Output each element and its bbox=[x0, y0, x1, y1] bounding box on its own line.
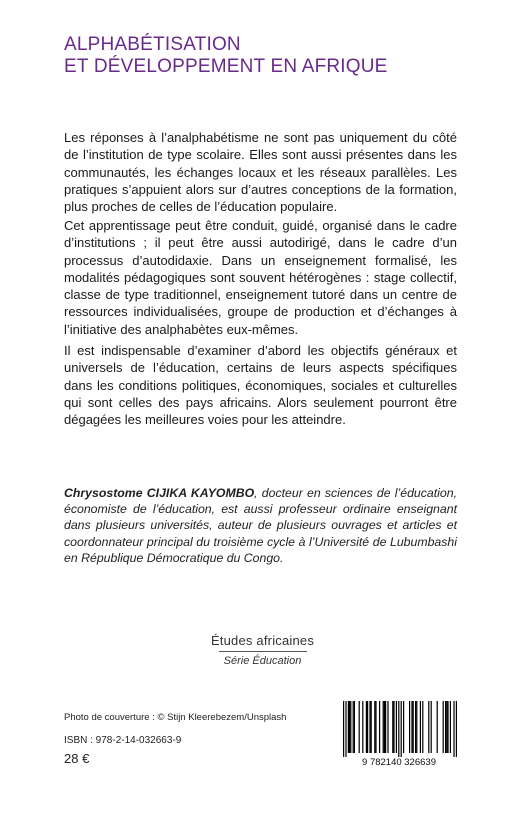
barcode-bar bbox=[415, 701, 416, 753]
barcode-bar bbox=[354, 701, 355, 753]
author-description: , docteur en sciences de l’éducation, économiste de l’éducation, est aussi professeur ordinaire enseignant dans plusieurs universités, auteur de plusieurs ouvrages et articles et coordonnateur principal du troisième cycle à l’Université de Lubumbashi en République Démocratique du Congo. bbox=[64, 486, 457, 565]
barcode-bar bbox=[413, 701, 414, 753]
barcode-bar bbox=[411, 701, 412, 753]
barcode-bar bbox=[428, 701, 429, 753]
barcode-bar bbox=[447, 701, 448, 753]
barcode-bar bbox=[384, 701, 385, 753]
barcode-bar bbox=[420, 701, 421, 753]
barcode-bar bbox=[443, 701, 444, 753]
barcode-bar bbox=[422, 701, 423, 753]
barcode-bar bbox=[367, 701, 368, 753]
barcode-bar bbox=[431, 701, 432, 753]
barcode-bar bbox=[371, 701, 372, 753]
barcode-bar bbox=[398, 701, 399, 757]
barcode-bar bbox=[353, 701, 354, 753]
blurb-paragraph-3: Il est indispensable d’examiner d’abord les objectifs généraux et universels de l’éducation, certains de leurs aspects spécifiques dans les conditions politiques, économiques, sociales et culturelles qui sont celles des pays africains. Alors seulement pourront être dégagées les meilleures voies pour les atteindre. bbox=[64, 343, 457, 428]
barcode-bar bbox=[396, 701, 397, 753]
title-line-1: ALPHABÉTISATION bbox=[64, 34, 241, 55]
barcode-bar bbox=[350, 701, 351, 753]
barcode-bar bbox=[437, 701, 438, 753]
barcode-bar bbox=[345, 701, 346, 757]
barcode-bar bbox=[456, 701, 457, 757]
author-name: Chrysostome CIJIKA KAYOMBO bbox=[64, 486, 255, 500]
barcode-bar bbox=[446, 701, 447, 753]
barcode-bar bbox=[453, 701, 454, 757]
barcode-bar bbox=[393, 701, 394, 753]
book-title bbox=[64, 34, 388, 78]
barcode-bar bbox=[401, 701, 402, 757]
barcode-bar bbox=[416, 701, 417, 753]
barcode-bar bbox=[369, 701, 370, 753]
blurb-paragraph-1: Les réponses à l’analphabétisme ne sont pas uniquement du côté de l’institution de type scolaire. Elles sont aussi présentes dans les communautés, les échanges locaux et les réseaux parallèles. Les pratiques s’appuient alors sur d’autres conceptions de la formation, plus proches de celles de l’éducation populaire. bbox=[64, 130, 457, 215]
barcode-bar bbox=[445, 701, 446, 753]
series-subtitle: Série Éducation bbox=[223, 655, 302, 667]
barcode-bar bbox=[374, 701, 375, 753]
blurb-paragraph-2: Cet apprentissage peut être conduit, guidé, organisé dans le cadre d’institutions ; il peut être aussi autodirigé, dans le cadre d’un processus d’autodidaxie. Dans un enseignement formalisé, les modalités pédagogiques sont souvent hétérogènes : stage collectif, classe de type traditionnel, enseignement tutoré dans un centre de ressources individualisées, groupe de production et d’échanges à l’initiative des analphabètes eux-mêmes. bbox=[64, 218, 457, 337]
barcode-bar bbox=[348, 701, 349, 753]
barcode-bar bbox=[375, 701, 376, 753]
barcode-bar bbox=[392, 701, 393, 753]
isbn: ISBN : 978-2-14-032663-9 bbox=[64, 735, 182, 746]
cover-photo-credit: Photo de couverture : © Stijn Kleerebezem/Unsplash bbox=[64, 712, 287, 723]
barcode-bar bbox=[450, 701, 451, 753]
price: 28 € bbox=[64, 751, 90, 766]
barcode-bar bbox=[379, 701, 380, 753]
barcode-bar bbox=[409, 701, 410, 753]
title-line-2: ET DÉVELOPPEMENT EN AFRIQUE bbox=[64, 56, 388, 77]
series-logo bbox=[0, 633, 525, 667]
barcode-bar bbox=[366, 701, 367, 753]
barcode-bar bbox=[387, 701, 388, 753]
barcode-bar bbox=[349, 701, 350, 753]
barcode-bar bbox=[403, 701, 404, 753]
barcode-bar bbox=[343, 701, 344, 757]
barcode bbox=[335, 699, 463, 767]
barcode-bar bbox=[359, 701, 360, 753]
barcode-bar bbox=[385, 701, 386, 753]
series-name: Études africaines bbox=[210, 633, 315, 648]
barcode-bar bbox=[362, 701, 363, 753]
barcode-digits: 9 782140 326639 bbox=[362, 757, 436, 767]
series-divider bbox=[219, 651, 307, 652]
barcode-bar bbox=[383, 701, 384, 753]
author-bio bbox=[64, 485, 457, 566]
